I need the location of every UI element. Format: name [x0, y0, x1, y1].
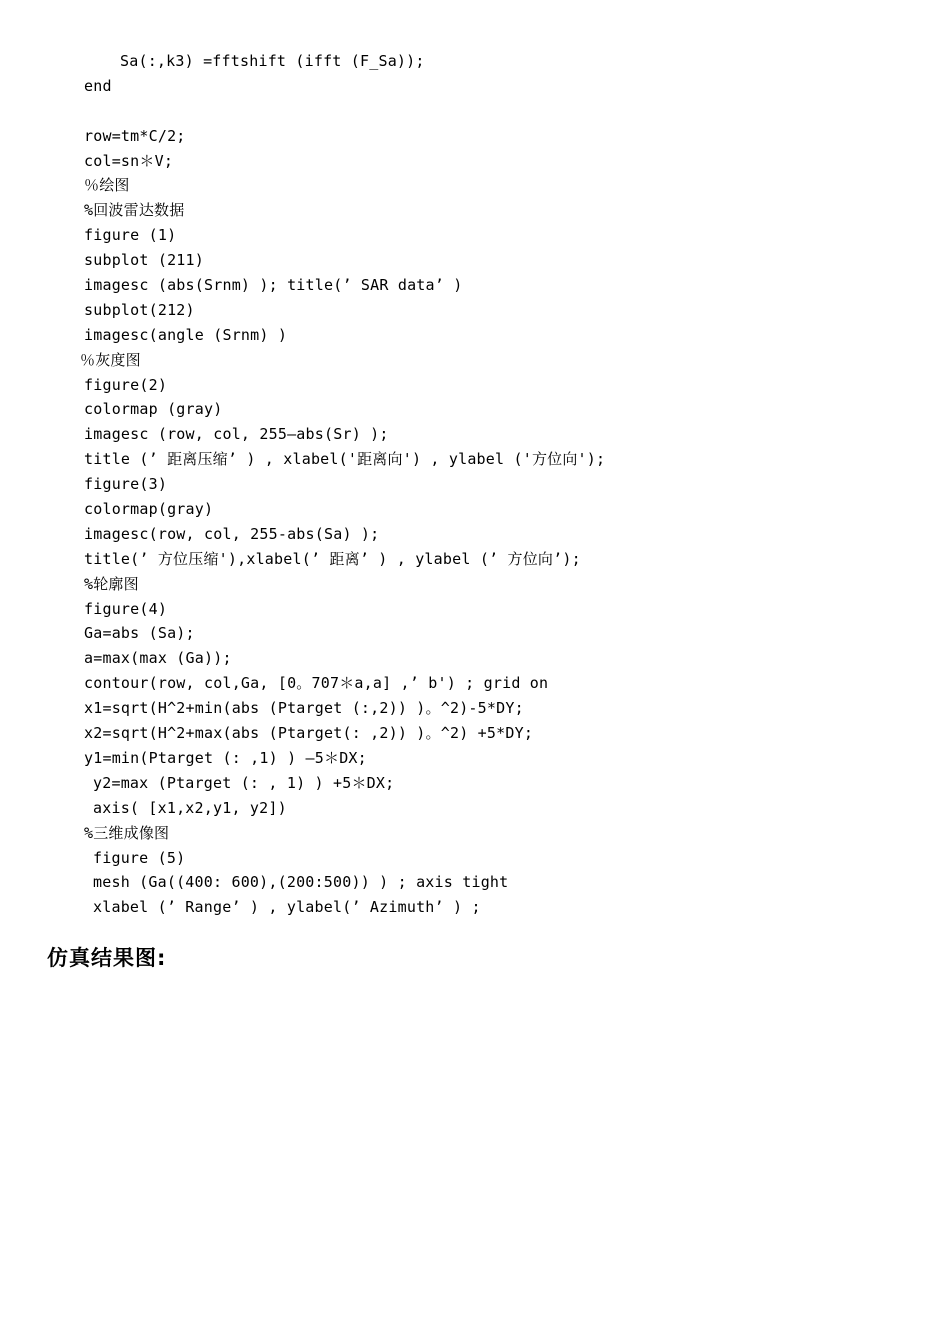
- code-line-34: mesh (Ga((400: 600),(200:500)) ) ; axis tight: [93, 873, 509, 892]
- code-line-16: imagesc (row, col, 255—abs(Sr) );: [84, 425, 389, 444]
- code-line-1: Sa(:,k3) =fftshift (ifft (F_Sa));: [120, 52, 425, 70]
- matlab-code-listing: [80, 49, 904, 920]
- code-line-31: axis( [x1,x2,y1, y2]): [93, 798, 287, 817]
- code-line-25: a=max(max (Ga));: [84, 649, 232, 668]
- code-line-2: end: [84, 76, 112, 95]
- code-comment-plot: ％绘图: [84, 176, 130, 195]
- code-line-17: title (’ 距离压缩’ ) , xlabel('距离向') , ylabel ('方位向');: [84, 450, 606, 469]
- code-line-28: x2=sqrt(H^2+max(abs (Ptarget(: ,2)) )。^2) +5*DY;: [84, 724, 534, 743]
- code-line-35: xlabel (’ Range’ ) , ylabel(’ Azimuth’ ) ;: [93, 898, 481, 917]
- code-line-19: colormap(gray): [84, 500, 214, 519]
- code-comment-contour: %轮廓图: [84, 574, 139, 593]
- code-line-14: figure(2): [84, 375, 168, 394]
- code-line-4: row=tm*C/2;: [84, 126, 186, 145]
- code-line-20: imagesc(row, col, 255-abs(Sa) );: [84, 524, 380, 543]
- simulation-results-heading: 仿真结果图:: [47, 946, 167, 970]
- code-comment-grayscale: ％灰度图: [80, 350, 141, 369]
- code-line-9: subplot (211): [84, 251, 204, 270]
- code-line-11: subplot(212): [84, 300, 195, 319]
- code-comment-3d-image: %三维成像图: [84, 823, 170, 842]
- code-line-29: y1=min(Ptarget (: ,1) ) —5＊DX;: [84, 748, 367, 767]
- code-line-26: contour(row, col,Ga, [0。707＊a,a] ,’ b') ; grid on: [84, 674, 549, 693]
- code-line-24: Ga=abs (Sa);: [84, 624, 195, 643]
- code-line-12: imagesc(angle (Srnm) ): [84, 325, 288, 344]
- code-comment-echo-data: %回波雷达数据: [84, 201, 185, 220]
- code-line-30: y2=max (Ptarget (: , 1) ) +5＊DX;: [93, 773, 395, 792]
- code-line-21: title(’ 方位压缩'),xlabel(’ 距离’ ) , ylabel (’ 方位向’);: [84, 549, 581, 568]
- code-line-15: colormap (gray): [84, 400, 223, 419]
- code-line-27: x1=sqrt(H^2+min(abs (Ptarget (:,2)) )。^2)-5*DY;: [84, 699, 524, 718]
- code-line-23: figure(4): [84, 599, 168, 618]
- code-line-10: imagesc (abs(Srnm) ); title(’ SAR data’ ): [84, 276, 463, 295]
- blank-line: [84, 99, 904, 124]
- code-line-33: figure (5): [93, 848, 186, 867]
- code-line-18: figure(3): [84, 475, 168, 494]
- code-line-8: figure (1): [84, 226, 177, 245]
- code-line-5: col=sn＊V;: [84, 151, 174, 170]
